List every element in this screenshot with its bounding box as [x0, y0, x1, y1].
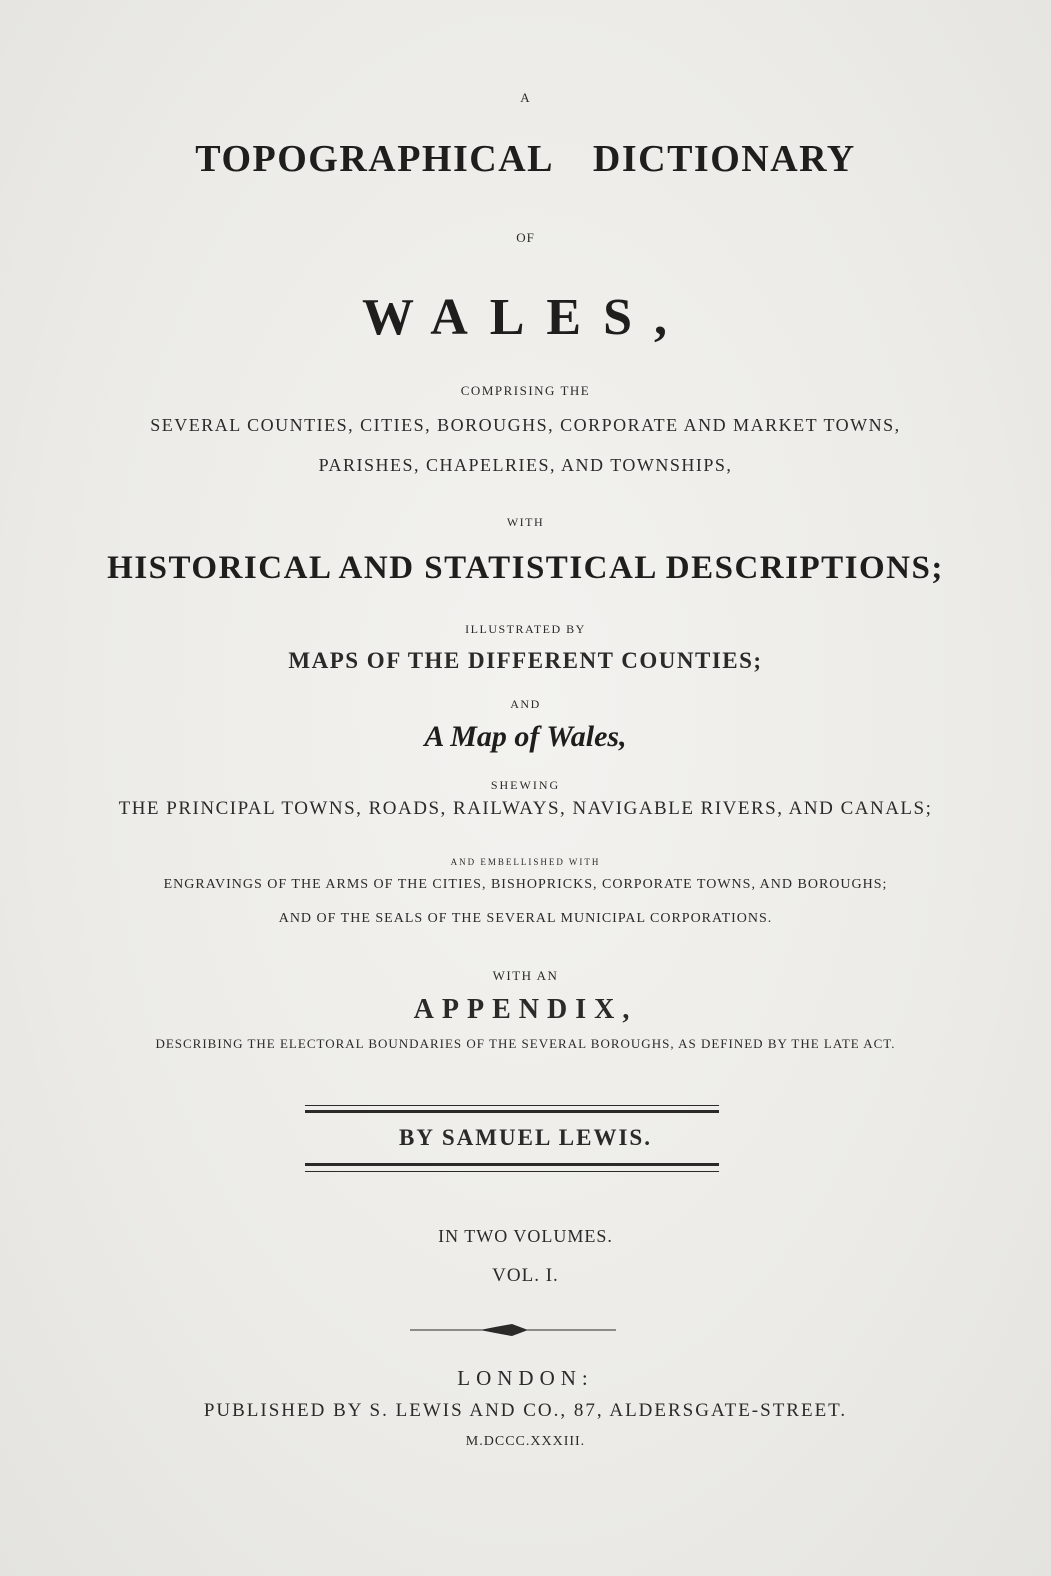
- author-line: BY SAMUEL LEWIS.: [399, 1125, 652, 1150]
- author-rule-bottom-thick: [305, 1163, 719, 1166]
- and-line: AND: [510, 697, 541, 711]
- with-line: WITH: [506, 515, 545, 529]
- ornament-divider-icon: [410, 1320, 616, 1340]
- embellished-line: AND EMBELLISHED WITH: [450, 857, 601, 867]
- with-an-line: WITH AN: [492, 968, 559, 983]
- seals-line: AND OF THE SEALS OF THE SEVERAL MUNICIPAL CORPORATIONS.: [278, 911, 773, 926]
- describing-line: DESCRIBING THE ELECTORAL BOUNDARIES OF THE SEVERAL BOROUGHS, AS DEFINED BY THE LATE ACT.: [155, 1036, 896, 1051]
- author-rule-top-thin: [305, 1105, 719, 1106]
- several-counties-line: SEVERAL COUNTIES, CITIES, BOROUGHS, CORPORATE AND MARKET TOWNS,: [150, 415, 901, 435]
- illustrated-by-line: ILLUSTRATED BY: [465, 622, 586, 636]
- historical-descriptions-heading: HISTORICAL AND STATISTICAL DESCRIPTIONS;: [107, 550, 944, 586]
- book-title: TOPOGRAPHICAL DICTIONARY: [195, 138, 856, 180]
- parishes-line: PARISHES, CHAPELRIES, AND TOWNSHIPS,: [318, 455, 733, 475]
- appendix-heading: APPENDIX,: [413, 994, 638, 1025]
- shewing-line: SHEWING: [490, 778, 561, 792]
- subject-wales: WALES,: [361, 289, 690, 346]
- map-of-wales-blackletter: A Map of Wales,: [424, 720, 627, 753]
- article-a: A: [520, 90, 531, 105]
- volume-number: VOL. I.: [492, 1265, 559, 1286]
- publication-date: M.DCCC.XXXIII.: [465, 1434, 586, 1449]
- publisher-line: PUBLISHED BY S. LEWIS AND CO., 87, ALDERSGATE-STREET.: [203, 1400, 848, 1421]
- place-of-publication: LONDON:: [457, 1366, 594, 1390]
- author-rule-top-thick: [305, 1110, 719, 1113]
- preposition-of: OF: [516, 230, 535, 245]
- volumes-line: IN TWO VOLUMES.: [438, 1226, 613, 1246]
- maps-line: MAPS OF THE DIFFERENT COUNTIES;: [288, 648, 763, 673]
- comprising-line: COMPRISING THE: [460, 383, 591, 398]
- principal-towns-line: THE PRINCIPAL TOWNS, ROADS, RAILWAYS, NAVIGABLE RIVERS, AND CANALS;: [118, 798, 933, 819]
- engravings-line: ENGRAVINGS OF THE ARMS OF THE CITIES, BISHOPRICKS, CORPORATE TOWNS, AND BOROUGHS;: [163, 877, 888, 892]
- author-rule-bottom-thin: [305, 1171, 719, 1172]
